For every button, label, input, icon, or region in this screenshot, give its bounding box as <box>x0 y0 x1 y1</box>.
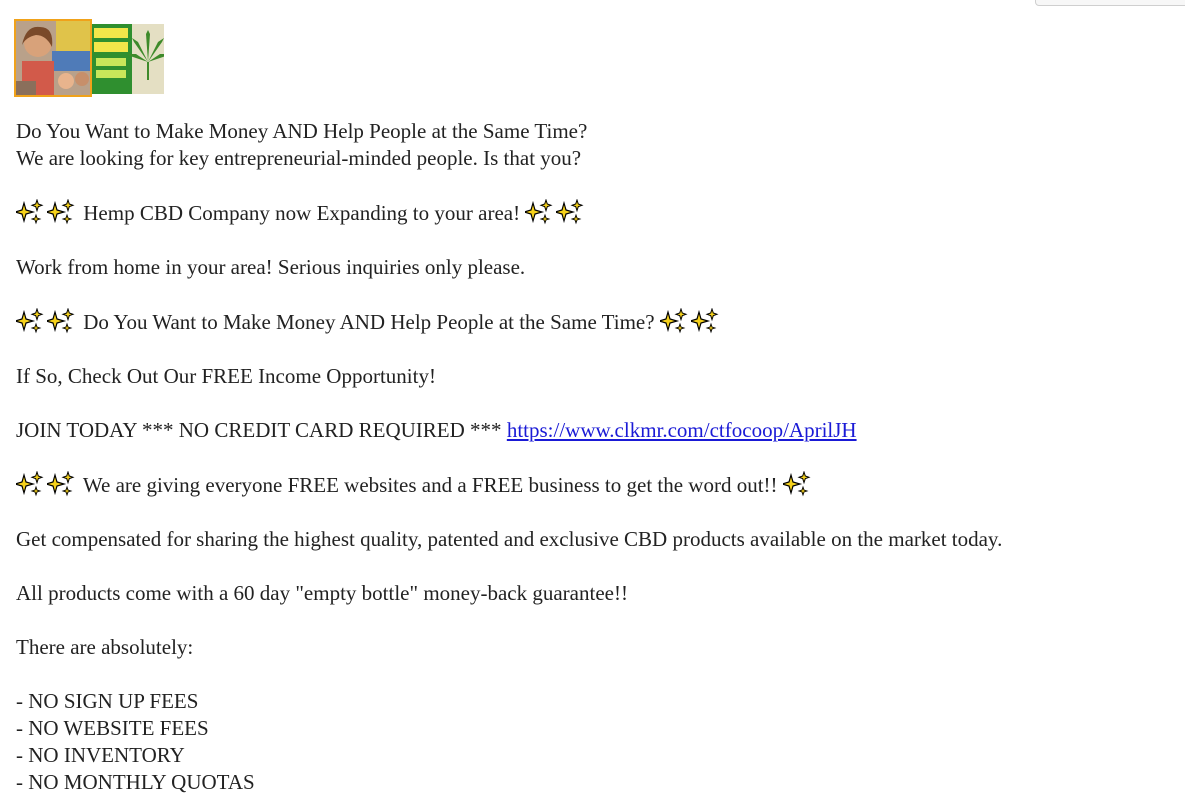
body-line: Do You Want to Make Money AND Help People at the Same Time? <box>16 119 588 143</box>
list-item: - NO WEBSITE FEES <box>16 716 209 740</box>
body-line: There are absolutely: <box>16 635 194 659</box>
email-body <box>16 118 1176 796</box>
sparkles-icon <box>16 199 47 226</box>
body-line: Work from home in your area! Serious inquiries only please. <box>16 255 526 279</box>
body-text: We are giving everyone FREE websites and a FREE business to get the word out!! <box>82 473 778 497</box>
body-line: We are looking for key entrepreneurial-minded people. Is that you? <box>16 146 582 170</box>
sparkles-icon <box>783 471 814 498</box>
sparkles-icon <box>691 308 722 335</box>
hemp-leaf-business-banner-image[interactable] <box>92 24 164 94</box>
body-text: Hemp CBD Company now Expanding to your area! <box>83 201 521 225</box>
woman-photo-collage-image[interactable] <box>14 19 92 97</box>
list-item: - NO INVENTORY <box>16 743 185 767</box>
body-line-with-emoji <box>16 308 1176 336</box>
sparkles-icon <box>660 308 691 335</box>
body-line-with-emoji <box>16 471 1176 499</box>
sparkles-icon <box>47 471 78 498</box>
body-line-with-emoji <box>16 199 1176 227</box>
sparkles-icon <box>525 199 556 226</box>
sparkles-icon <box>47 308 78 335</box>
body-text: JOIN TODAY *** NO CREDIT CARD REQUIRED *** <box>16 418 507 442</box>
window-corner-control <box>1035 0 1185 6</box>
sparkles-icon <box>16 471 47 498</box>
body-line: Get compensated for sharing the highest quality, patented and exclusive CBD products available on the market today. <box>16 527 1003 551</box>
body-text: Do You Want to Make Money AND Help People at the Same Time? <box>83 310 655 334</box>
signup-link[interactable]: https://www.clkmr.com/ctfocoop/AprilJH <box>506 418 857 442</box>
sparkles-icon <box>556 199 587 226</box>
body-line-with-link <box>16 417 1176 444</box>
body-line: All products come with a 60 day "empty bottle" money-back guarantee!! <box>16 581 628 605</box>
sparkles-icon <box>47 199 78 226</box>
body-line: If So, Check Out Our FREE Income Opportunity! <box>16 364 436 388</box>
list-item: - NO MONTHLY QUOTAS <box>16 770 255 794</box>
sparkles-icon <box>16 308 47 335</box>
list-item: - NO SIGN UP FEES <box>16 689 199 713</box>
